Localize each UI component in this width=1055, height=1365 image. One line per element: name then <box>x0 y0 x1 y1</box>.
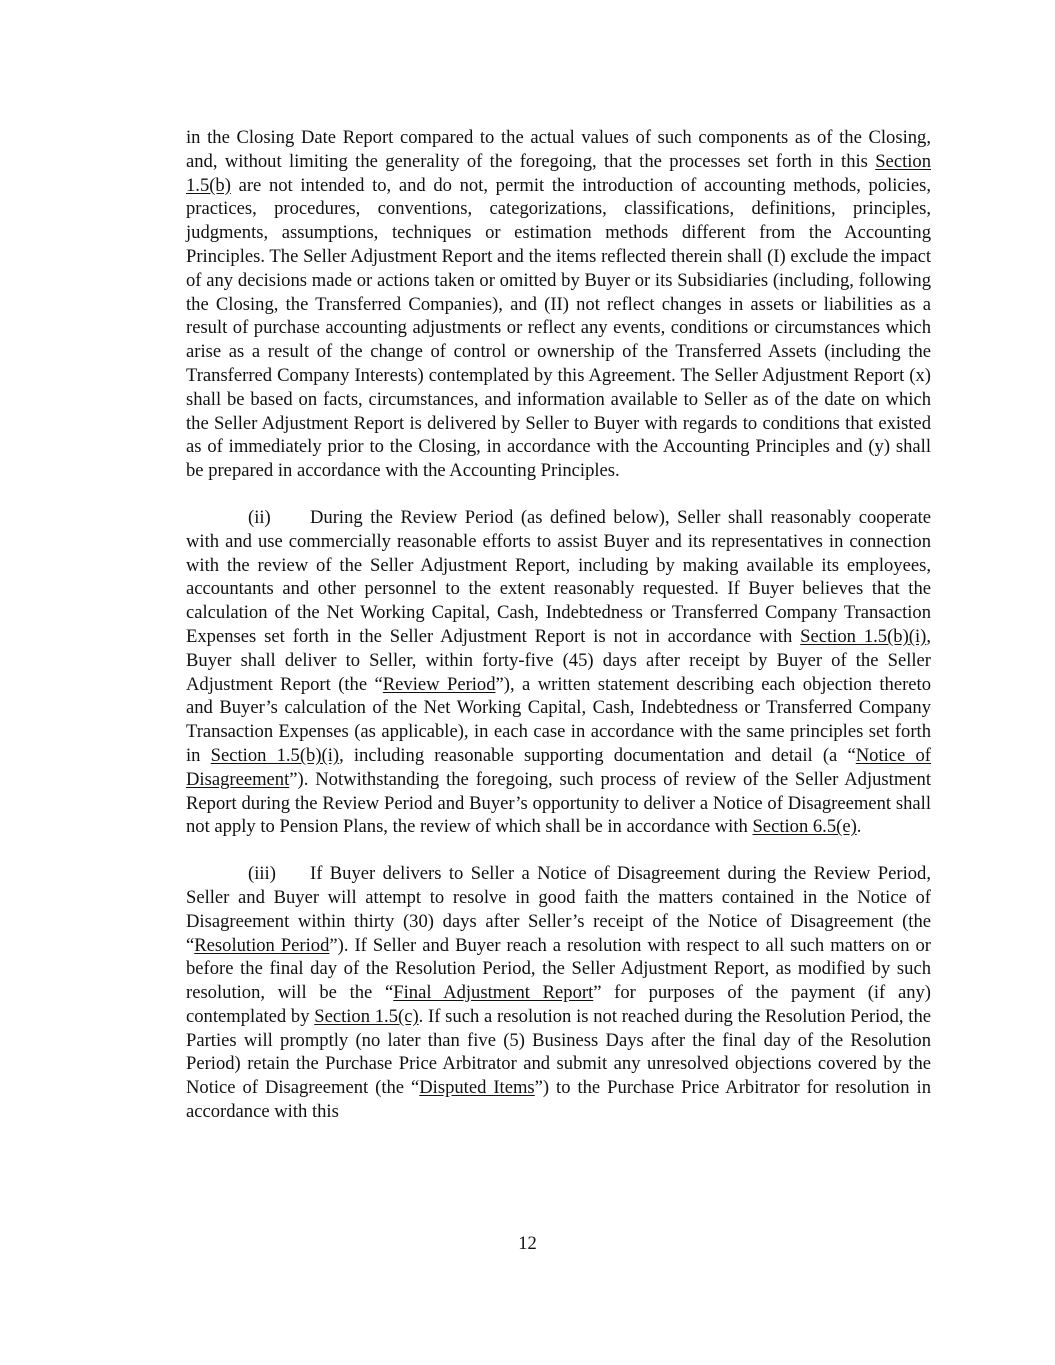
paragraph-ii <box>186 506 931 839</box>
document-page <box>186 126 931 1124</box>
defined-term: Notice of Disagreement <box>186 744 931 790</box>
section-reference-link: Section 1.5(b)(i) <box>800 625 927 647</box>
paragraph-continuation <box>186 126 931 483</box>
clause-marker: (iii) <box>248 863 276 885</box>
paragraph-text: ”) to the Purchase Price Arbitrator for resolution in accordance with this <box>186 1077 931 1123</box>
defined-term: Review Period <box>382 673 496 695</box>
paragraph-text: During the Review Period (as defined below), Seller shall reasonably cooperate with and use commercially reasonable efforts to assist Buyer and its representatives in connection with the review of the Seller Adjustment Report, including by making available its employees, accountants and other personnel to the extent reasonably requested. If Buyer believes that the calculation of the Net Working Capital, Cash, Indebtedness or Transferred Company Transaction Expenses set forth in the Seller Adjustment Report is not in accordance with <box>186 506 931 647</box>
paragraph-text: are not intended to, and do not, permit the introduction of accounting methods, policies, practices, procedures, conventions, categorizations, classifications, definitions, principles, judgments, assumptions, techniques or estimation methods different from the Accounting Principles. The Seller Adjustment Report and the items reflected therein shall (I) exclude the impact of any decisions made or actions taken or omitted by Buyer or its Subsidiaries (including, following the Closing, the Transferred Companies), and (II) not reflect changes in assets or liabilities as a result of purchase accounting adjustments or reflect any events, conditions or circumstances which arise as a result of the change of control or ownership of the Transferred Assets (including the Transferred Company Interests) contemplated by this Agreement. The Seller Adjustment Report (x) shall be based on facts, circumstances, and information available to Seller as of the date on which the Seller Adjustment Report is delivered by Seller to Buyer with regards to conditions that existed as of immediately prior to the Closing, in accordance with the Accounting Principles and (y) shall be prepared in accordance with the Accounting Principles. <box>186 174 931 482</box>
section-reference-link: Section 1.5(c) <box>314 1005 419 1027</box>
paragraph-text: . <box>856 816 862 838</box>
defined-term: Final Adjustment Report <box>393 982 594 1004</box>
paragraph-text: ”). Notwithstanding the foregoing, such process of review of the Seller Adjustment Report during the Review Period and Buyer’s opportunity to deliver a Notice of Disagreement shall not apply to Pension Plans, the review of which shall be in accordance with <box>186 768 931 838</box>
paragraph-text: ”). If Seller and Buyer reach a resolution with respect to all such matters on or before the final day of the Resolution Period, the Seller Adjustment Report, as modified by such resolution, will be the “ <box>186 934 931 1004</box>
clause-marker: (ii) <box>248 506 271 528</box>
paragraph-iii <box>186 862 931 1124</box>
paragraph-text: . If such a resolution is not reached during the Resolution Period, the Parties will promptly (no later than five (5) Business Days after the final day of the Resolution Period) retain the Purchase Price Arbitrator and submit any unresolved objections covered by the Notice of Disagreement (the “ <box>186 1005 931 1099</box>
defined-term: Resolution Period <box>194 934 330 956</box>
section-reference-link: Section 6.5(e) <box>752 816 857 838</box>
paragraph-text: , including reasonable supporting documentation and detail (a “ <box>339 744 856 766</box>
paragraph-text: , Buyer shall deliver to Seller, within forty-five (45) days after receipt by Buyer of the Seller Adjustment Report (the “ <box>186 625 931 695</box>
paragraph-text: in the Closing Date Report compared to the actual values of such components as of the Closing, and, without limiting the generality of the foregoing, that the processes set forth in this <box>186 127 931 172</box>
section-reference-link: Section 1.5(b)(i) <box>210 744 340 766</box>
paragraph-text: ” for purposes of the payment (if any) contemplated by <box>186 982 931 1027</box>
paragraph-text: ”), a written statement describing each objection thereto and Buyer’s calculation of the Net Working Capital, Cash, Indebtedness or Transferred Company Transaction Expenses (as applicable), in each case in accordance with the same principles set forth in <box>186 673 931 766</box>
section-reference-link: Section 1.5(b) <box>186 150 931 196</box>
defined-term: Disputed Items <box>419 1077 535 1099</box>
page-number: 12 <box>518 1233 537 1254</box>
paragraph-text: If Buyer delivers to Seller a Notice of Disagreement during the Review Period, Seller and Buyer will attempt to resolve in good faith the matters contained in the Notice of Disagreement within thirty (30) days after Seller’s receipt of the Notice of Disagreement (the “ <box>186 863 931 956</box>
